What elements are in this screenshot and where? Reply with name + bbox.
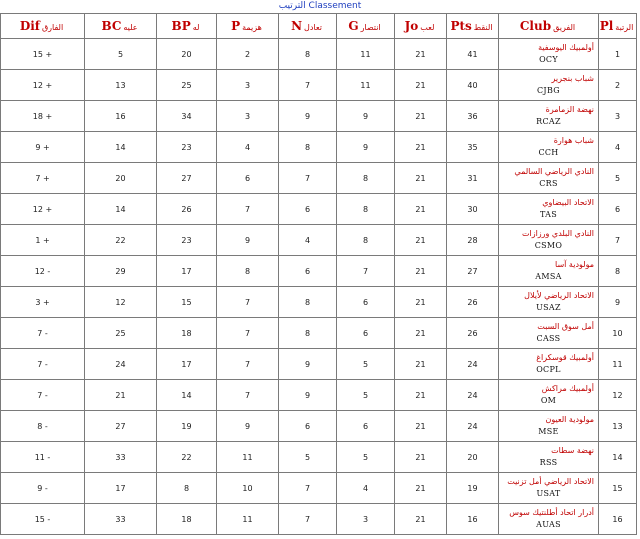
cell-p: 7: [217, 318, 279, 349]
cell-bp: 34: [157, 101, 217, 132]
cell-bp: 15: [157, 287, 217, 318]
cell-jo: 21: [395, 380, 447, 411]
club-code: CSMO: [534, 241, 563, 250]
club-code: OCPL: [536, 365, 561, 374]
club-code: CCH: [538, 148, 559, 157]
cell-club: [499, 473, 599, 504]
cell-p: 9: [217, 411, 279, 442]
club-arabic-name: أدرار اتحاد أطلنتيك سوس: [509, 508, 594, 517]
club-code: USAT: [536, 489, 561, 498]
cell-g: 5: [337, 349, 395, 380]
cell-dif: 9 +: [1, 132, 85, 163]
cell-p: 3: [217, 101, 279, 132]
club-code: USAZ: [536, 303, 561, 312]
cell-pts: 24: [447, 411, 499, 442]
standings-table: [0, 13, 637, 535]
cell-club: [499, 318, 599, 349]
cell-jo: 21: [395, 70, 447, 101]
cell-g: 11: [337, 70, 395, 101]
club-code: AMSA: [535, 272, 562, 281]
cell-club: [499, 504, 599, 535]
cell-p: 9: [217, 225, 279, 256]
cell-dif: 7 -: [1, 380, 85, 411]
cell-jo: 21: [395, 442, 447, 473]
cell-bc: 21: [85, 380, 157, 411]
cell-bc: 20: [85, 163, 157, 194]
table-row: [1, 318, 637, 349]
table-row: [1, 349, 637, 380]
table-row: [1, 39, 637, 70]
cell-g: 6: [337, 287, 395, 318]
cell-jo: 21: [395, 349, 447, 380]
cell-n: 7: [279, 70, 337, 101]
table-row: [1, 163, 637, 194]
cell-pts: 24: [447, 349, 499, 380]
cell-pts: 27: [447, 256, 499, 287]
cell-pts: 30: [447, 194, 499, 225]
cell-pts: 26: [447, 318, 499, 349]
cell-n: 5: [279, 442, 337, 473]
header-n: N تعادل: [279, 14, 337, 39]
club-arabic-name: نهضة سطات: [551, 446, 594, 455]
cell-n: 8: [279, 287, 337, 318]
cell-n: 6: [279, 256, 337, 287]
cell-bc: 14: [85, 194, 157, 225]
cell-club: [499, 256, 599, 287]
cell-n: 7: [279, 504, 337, 535]
cell-n: 7: [279, 163, 337, 194]
cell-p: 11: [217, 504, 279, 535]
cell-dif: 7 -: [1, 349, 85, 380]
cell-p: 7: [217, 287, 279, 318]
club-arabic-name: النادي البلدي ورزازات: [521, 229, 594, 238]
cell-n: 9: [279, 380, 337, 411]
cell-n: 6: [279, 194, 337, 225]
cell-club: [499, 101, 599, 132]
cell-dif: 12 +: [1, 70, 85, 101]
cell-bp: 23: [157, 132, 217, 163]
club-code: RSS: [539, 458, 558, 467]
cell-jo: 21: [395, 504, 447, 535]
cell-dif: 15 -: [1, 504, 85, 535]
cell-p: 4: [217, 132, 279, 163]
cell-jo: 21: [395, 473, 447, 504]
cell-g: 5: [337, 442, 395, 473]
cell-dif: 3 +: [1, 287, 85, 318]
table-row: [1, 442, 637, 473]
cell-pts: 19: [447, 473, 499, 504]
club-arabic-name: الاتحاد البيضاوي: [542, 198, 594, 207]
club-arabic-name: أولمبيك اليوسفية: [538, 43, 594, 52]
cell-pts: 31: [447, 163, 499, 194]
club-code: TAS: [539, 210, 558, 219]
club-arabic-name: شباب بنجرير: [551, 74, 594, 83]
cell-bc: 27: [85, 411, 157, 442]
cell-dif: 8 -: [1, 411, 85, 442]
cell-club: [499, 442, 599, 473]
header-club: Club الفريق: [499, 14, 599, 39]
cell-n: 4: [279, 225, 337, 256]
club-arabic-name: مولودية آسا: [555, 260, 594, 269]
club-arabic-name: أولمبيك مراكش: [541, 384, 594, 393]
cell-jo: 21: [395, 411, 447, 442]
header-pl: Pl الرتبة: [599, 14, 637, 39]
cell-pts: 40: [447, 70, 499, 101]
cell-g: 9: [337, 101, 395, 132]
cell-n: 6: [279, 411, 337, 442]
cell-n: 8: [279, 318, 337, 349]
cell-p: 7: [217, 380, 279, 411]
cell-pts: 26: [447, 287, 499, 318]
cell-bc: 12: [85, 287, 157, 318]
cell-dif: 11 -: [1, 442, 85, 473]
cell-dif: 9 -: [1, 473, 85, 504]
cell-club: [499, 287, 599, 318]
cell-n: 8: [279, 39, 337, 70]
club-code: MSE: [538, 427, 559, 436]
page-title: الترتيب Classement: [278, 1, 362, 11]
cell-bc: 13: [85, 70, 157, 101]
table-row: [1, 504, 637, 535]
cell-g: 6: [337, 318, 395, 349]
club-code: CASS: [536, 334, 561, 343]
cell-pl: 15: [599, 473, 637, 504]
cell-bp: 18: [157, 504, 217, 535]
table-row: [1, 194, 637, 225]
cell-bp: 22: [157, 442, 217, 473]
cell-club: [499, 194, 599, 225]
cell-g: 9: [337, 132, 395, 163]
cell-pts: 24: [447, 380, 499, 411]
cell-club: [499, 70, 599, 101]
club-arabic-name: نهضة الزمامرة: [545, 105, 594, 114]
table-row: [1, 473, 637, 504]
table-row: [1, 287, 637, 318]
cell-pl: 4: [599, 132, 637, 163]
cell-bc: 24: [85, 349, 157, 380]
cell-pl: 8: [599, 256, 637, 287]
cell-bc: 5: [85, 39, 157, 70]
cell-pts: 16: [447, 504, 499, 535]
cell-pl: 1: [599, 39, 637, 70]
header-p: P هزيمة: [217, 14, 279, 39]
cell-jo: 21: [395, 163, 447, 194]
cell-club: [499, 349, 599, 380]
cell-pl: 9: [599, 287, 637, 318]
cell-n: 9: [279, 349, 337, 380]
cell-bc: 17: [85, 473, 157, 504]
table-row: [1, 256, 637, 287]
cell-club: [499, 39, 599, 70]
cell-bp: 17: [157, 349, 217, 380]
cell-jo: 21: [395, 287, 447, 318]
cell-p: 3: [217, 70, 279, 101]
cell-pl: 12: [599, 380, 637, 411]
cell-pl: 5: [599, 163, 637, 194]
cell-bc: 29: [85, 256, 157, 287]
club-arabic-name: أمل سوق السبت: [537, 322, 594, 331]
cell-pl: 10: [599, 318, 637, 349]
cell-p: 2: [217, 39, 279, 70]
cell-p: 8: [217, 256, 279, 287]
cell-g: 5: [337, 380, 395, 411]
cell-pl: 11: [599, 349, 637, 380]
cell-bp: 26: [157, 194, 217, 225]
cell-pts: 36: [447, 101, 499, 132]
cell-jo: 21: [395, 225, 447, 256]
table-row: [1, 225, 637, 256]
table-row: [1, 132, 637, 163]
header-row: [1, 14, 637, 39]
cell-club: [499, 163, 599, 194]
cell-p: 11: [217, 442, 279, 473]
cell-pl: 16: [599, 504, 637, 535]
cell-jo: 21: [395, 101, 447, 132]
header-bc: BC عليه: [85, 14, 157, 39]
cell-bc: 33: [85, 442, 157, 473]
club-arabic-name: مولودية العيون: [545, 415, 594, 424]
cell-bp: 27: [157, 163, 217, 194]
cell-bc: 33: [85, 504, 157, 535]
cell-jo: 21: [395, 318, 447, 349]
cell-pl: 14: [599, 442, 637, 473]
cell-bp: 25: [157, 70, 217, 101]
cell-p: 6: [217, 163, 279, 194]
header-dif: Dif الفارق: [1, 14, 85, 39]
table-row: [1, 380, 637, 411]
cell-g: 8: [337, 163, 395, 194]
cell-club: [499, 225, 599, 256]
header-bp: BP له: [157, 14, 217, 39]
cell-pts: 41: [447, 39, 499, 70]
cell-p: 7: [217, 349, 279, 380]
club-code: OM: [540, 396, 557, 405]
cell-g: 8: [337, 225, 395, 256]
table-row: [1, 70, 637, 101]
cell-dif: 7 -: [1, 318, 85, 349]
cell-dif: 12 +: [1, 194, 85, 225]
cell-pl: 6: [599, 194, 637, 225]
table-row: [1, 101, 637, 132]
cell-dif: 15 +: [1, 39, 85, 70]
cell-jo: 21: [395, 256, 447, 287]
club-arabic-name: الاتحاد الرياضي لأيلال: [524, 291, 594, 300]
club-code: CJBG: [537, 86, 560, 95]
cell-jo: 21: [395, 132, 447, 163]
cell-club: [499, 411, 599, 442]
cell-bc: 16: [85, 101, 157, 132]
cell-n: 8: [279, 132, 337, 163]
cell-pl: 7: [599, 225, 637, 256]
cell-bp: 8: [157, 473, 217, 504]
cell-bp: 14: [157, 380, 217, 411]
cell-pl: 2: [599, 70, 637, 101]
club-code: CRS: [539, 179, 558, 188]
cell-jo: 21: [395, 194, 447, 225]
cell-dif: 7 +: [1, 163, 85, 194]
cell-g: 8: [337, 194, 395, 225]
cell-g: 11: [337, 39, 395, 70]
header-jo: Jo لعب: [395, 14, 447, 39]
header-pts: Pts النقط: [447, 14, 499, 39]
cell-bc: 22: [85, 225, 157, 256]
cell-g: 3: [337, 504, 395, 535]
cell-bp: 18: [157, 318, 217, 349]
club-arabic-name: أولمبيك قوسكراغ: [536, 353, 594, 362]
cell-dif: 18 +: [1, 101, 85, 132]
cell-n: 9: [279, 101, 337, 132]
cell-bp: 19: [157, 411, 217, 442]
cell-g: 7: [337, 256, 395, 287]
cell-jo: 21: [395, 39, 447, 70]
cell-pl: 3: [599, 101, 637, 132]
club-arabic-name: النادي الرياضي السالمي: [514, 167, 594, 176]
cell-bc: 14: [85, 132, 157, 163]
cell-bp: 17: [157, 256, 217, 287]
club-arabic-name: الاتحاد الرياضي أمل تزنيت: [507, 477, 594, 486]
cell-p: 7: [217, 194, 279, 225]
cell-pts: 28: [447, 225, 499, 256]
cell-p: 10: [217, 473, 279, 504]
cell-bp: 23: [157, 225, 217, 256]
cell-n: 7: [279, 473, 337, 504]
club-code: AUAS: [536, 520, 561, 529]
club-code: RCAZ: [536, 117, 561, 126]
cell-g: 4: [337, 473, 395, 504]
cell-pts: 35: [447, 132, 499, 163]
cell-dif: 12 -: [1, 256, 85, 287]
cell-club: [499, 132, 599, 163]
club-arabic-name: شباب هوارة: [553, 136, 594, 145]
club-code: OCY: [539, 55, 558, 64]
header-g: G انتصار: [337, 14, 395, 39]
cell-dif: 1 +: [1, 225, 85, 256]
cell-pts: 20: [447, 442, 499, 473]
cell-club: [499, 380, 599, 411]
cell-g: 6: [337, 411, 395, 442]
table-row: [1, 411, 637, 442]
cell-pl: 13: [599, 411, 637, 442]
cell-bc: 25: [85, 318, 157, 349]
cell-bp: 20: [157, 39, 217, 70]
